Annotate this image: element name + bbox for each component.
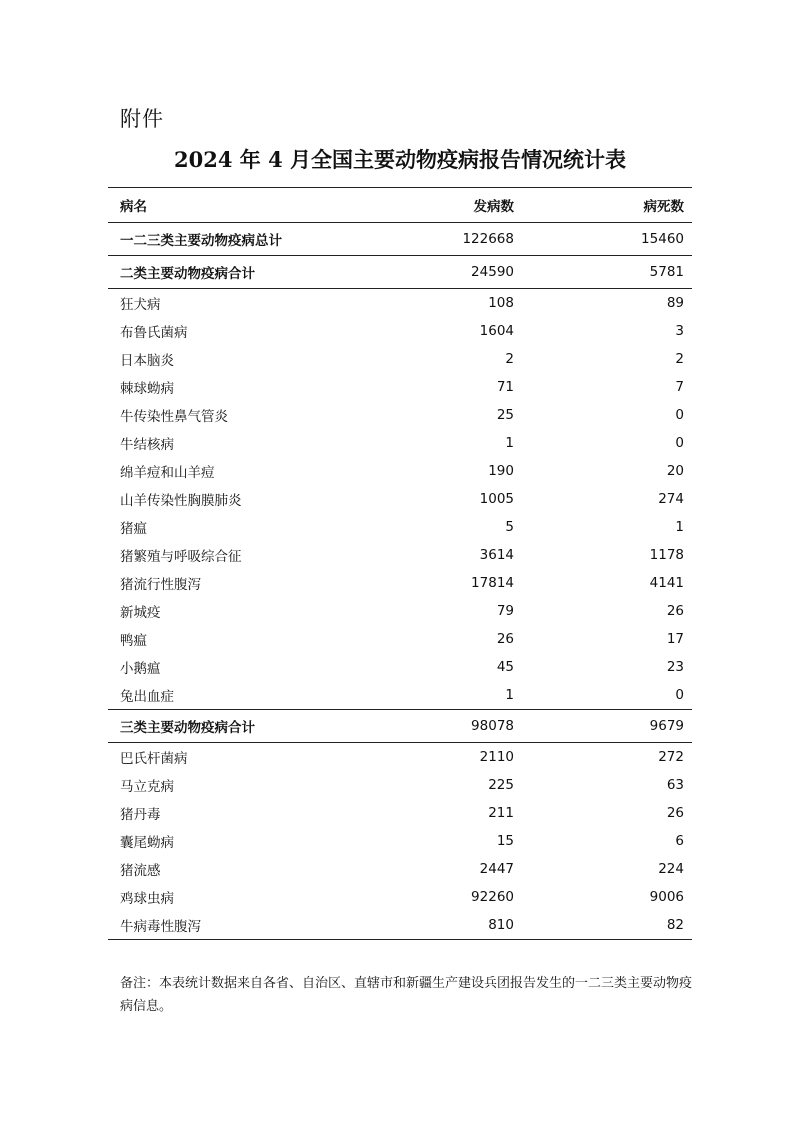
disease-name-cell: 猪流感 [120,863,161,879]
disease-name-cell: 鸭瘟 [120,633,147,649]
deaths-cell: 89 [666,295,684,311]
attachment-label: 附件 [120,107,164,131]
table-row [108,485,692,513]
disease-name-cell: 猪繁殖与呼吸综合征 [120,549,242,565]
deaths-cell: 9006 [649,889,684,905]
class2-total-row [108,256,692,289]
deaths-cell: 82 [666,917,684,933]
deaths-cell: 4141 [649,575,684,591]
header-disease-name: 病名 [120,199,147,215]
disease-statistics-table [108,187,692,940]
deaths-cell: 0 [675,407,684,423]
cases-cell: 225 [488,777,514,793]
class3-total-deaths: 9679 [649,718,684,734]
cases-cell: 108 [488,295,514,311]
page-title: 2024 年 4 月全国主要动物疫病报告情况统计表 [174,147,626,172]
deaths-cell: 20 [666,463,684,479]
disease-name-cell: 小鹅瘟 [120,661,161,677]
cases-cell: 2110 [479,749,514,765]
cases-cell: 17814 [471,575,514,591]
cases-cell: 92260 [471,889,514,905]
class3-total-row [108,710,692,743]
cases-cell: 1 [505,435,514,451]
grand-total-deaths: 15460 [641,231,684,247]
deaths-cell: 0 [675,687,684,703]
deaths-cell: 26 [666,805,684,821]
table-row [108,429,692,457]
class2-rows [108,289,692,710]
deaths-cell: 6 [675,833,684,849]
disease-name-cell: 鸡球虫病 [120,891,174,907]
deaths-cell: 3 [675,323,684,339]
table-row [108,401,692,429]
class3-total-name: 三类主要动物疫病合计 [120,720,255,736]
disease-name-cell: 新城疫 [120,605,161,621]
disease-name-cell: 猪丹毒 [120,807,161,823]
table-row [108,569,692,597]
deaths-cell: 272 [658,749,684,765]
table-row [108,681,692,710]
cases-cell: 211 [488,805,514,821]
class3-total-cases: 98078 [471,718,514,734]
class2-total-cases: 24590 [471,264,514,280]
table-row [108,743,692,772]
deaths-cell: 63 [666,777,684,793]
disease-name-cell: 巴氏杆菌病 [120,751,188,767]
disease-name-cell: 马立克病 [120,779,174,795]
header-cases: 发病数 [473,199,514,215]
disease-name-cell: 猪瘟 [120,521,147,537]
cases-cell: 1005 [479,491,514,507]
disease-name-cell: 棘球蚴病 [120,381,174,397]
table-row [108,345,692,373]
cases-cell: 2 [505,351,514,367]
table-row [108,799,692,827]
deaths-cell: 2 [675,351,684,367]
table-row [108,513,692,541]
class2-total-name: 二类主要动物疫病合计 [120,266,255,282]
disease-name-cell: 狂犬病 [120,297,161,313]
cases-cell: 1 [505,687,514,703]
cases-cell: 2447 [479,861,514,877]
table-row [108,827,692,855]
table-row [108,457,692,485]
cases-cell: 3614 [479,547,514,563]
cases-cell: 810 [488,917,514,933]
header-deaths: 病死数 [643,199,684,215]
deaths-cell: 26 [666,603,684,619]
deaths-cell: 0 [675,435,684,451]
disease-name-cell: 布鲁氏菌病 [120,325,188,341]
cases-cell: 5 [505,519,514,535]
disease-name-cell: 牛传染性鼻气管炎 [120,409,228,425]
table-row [108,317,692,345]
cases-cell: 26 [496,631,514,647]
grand-total-row [108,223,692,256]
table-row [108,373,692,401]
table-row [108,653,692,681]
deaths-cell: 274 [658,491,684,507]
deaths-cell: 1178 [649,547,684,563]
cases-cell: 25 [496,407,514,423]
table-row [108,541,692,569]
class3-rows [108,743,692,940]
disease-name-cell: 牛病毒性腹泻 [120,919,201,935]
disease-name-cell: 日本脑炎 [120,353,174,369]
deaths-cell: 7 [675,379,684,395]
cases-cell: 1604 [479,323,514,339]
deaths-cell: 1 [675,519,684,535]
footnote: 备注：本表统计数据来自各省、自治区、直辖市和新疆生产建设兵团报告发生的一二三类主要动物疫病信息。 [120,976,693,1014]
disease-name-cell: 牛结核病 [120,437,174,453]
deaths-cell: 17 [666,631,684,647]
cases-cell: 79 [496,603,514,619]
cases-cell: 15 [496,833,514,849]
table-row [108,289,692,318]
table-row [108,771,692,799]
table-row [108,597,692,625]
deaths-cell: 23 [666,659,684,675]
table-header-row [108,188,692,223]
disease-name-cell: 囊尾蚴病 [120,835,174,851]
table-row [108,883,692,911]
cases-cell: 71 [496,379,514,395]
cases-cell: 45 [496,659,514,675]
class2-total-deaths: 5781 [649,264,684,280]
cases-cell: 190 [488,463,514,479]
disease-name-cell: 山羊传染性胸膜肺炎 [120,493,242,509]
table-row [108,855,692,883]
disease-name-cell: 绵羊痘和山羊痘 [120,465,215,481]
table-row [108,625,692,653]
table-row [108,911,692,940]
disease-name-cell: 猪流行性腹泻 [120,577,201,593]
deaths-cell: 224 [658,861,684,877]
disease-name-cell: 兔出血症 [120,689,174,705]
grand-total-name: 一二三类主要动物疫病总计 [120,233,282,249]
grand-total-cases: 122668 [462,231,514,247]
